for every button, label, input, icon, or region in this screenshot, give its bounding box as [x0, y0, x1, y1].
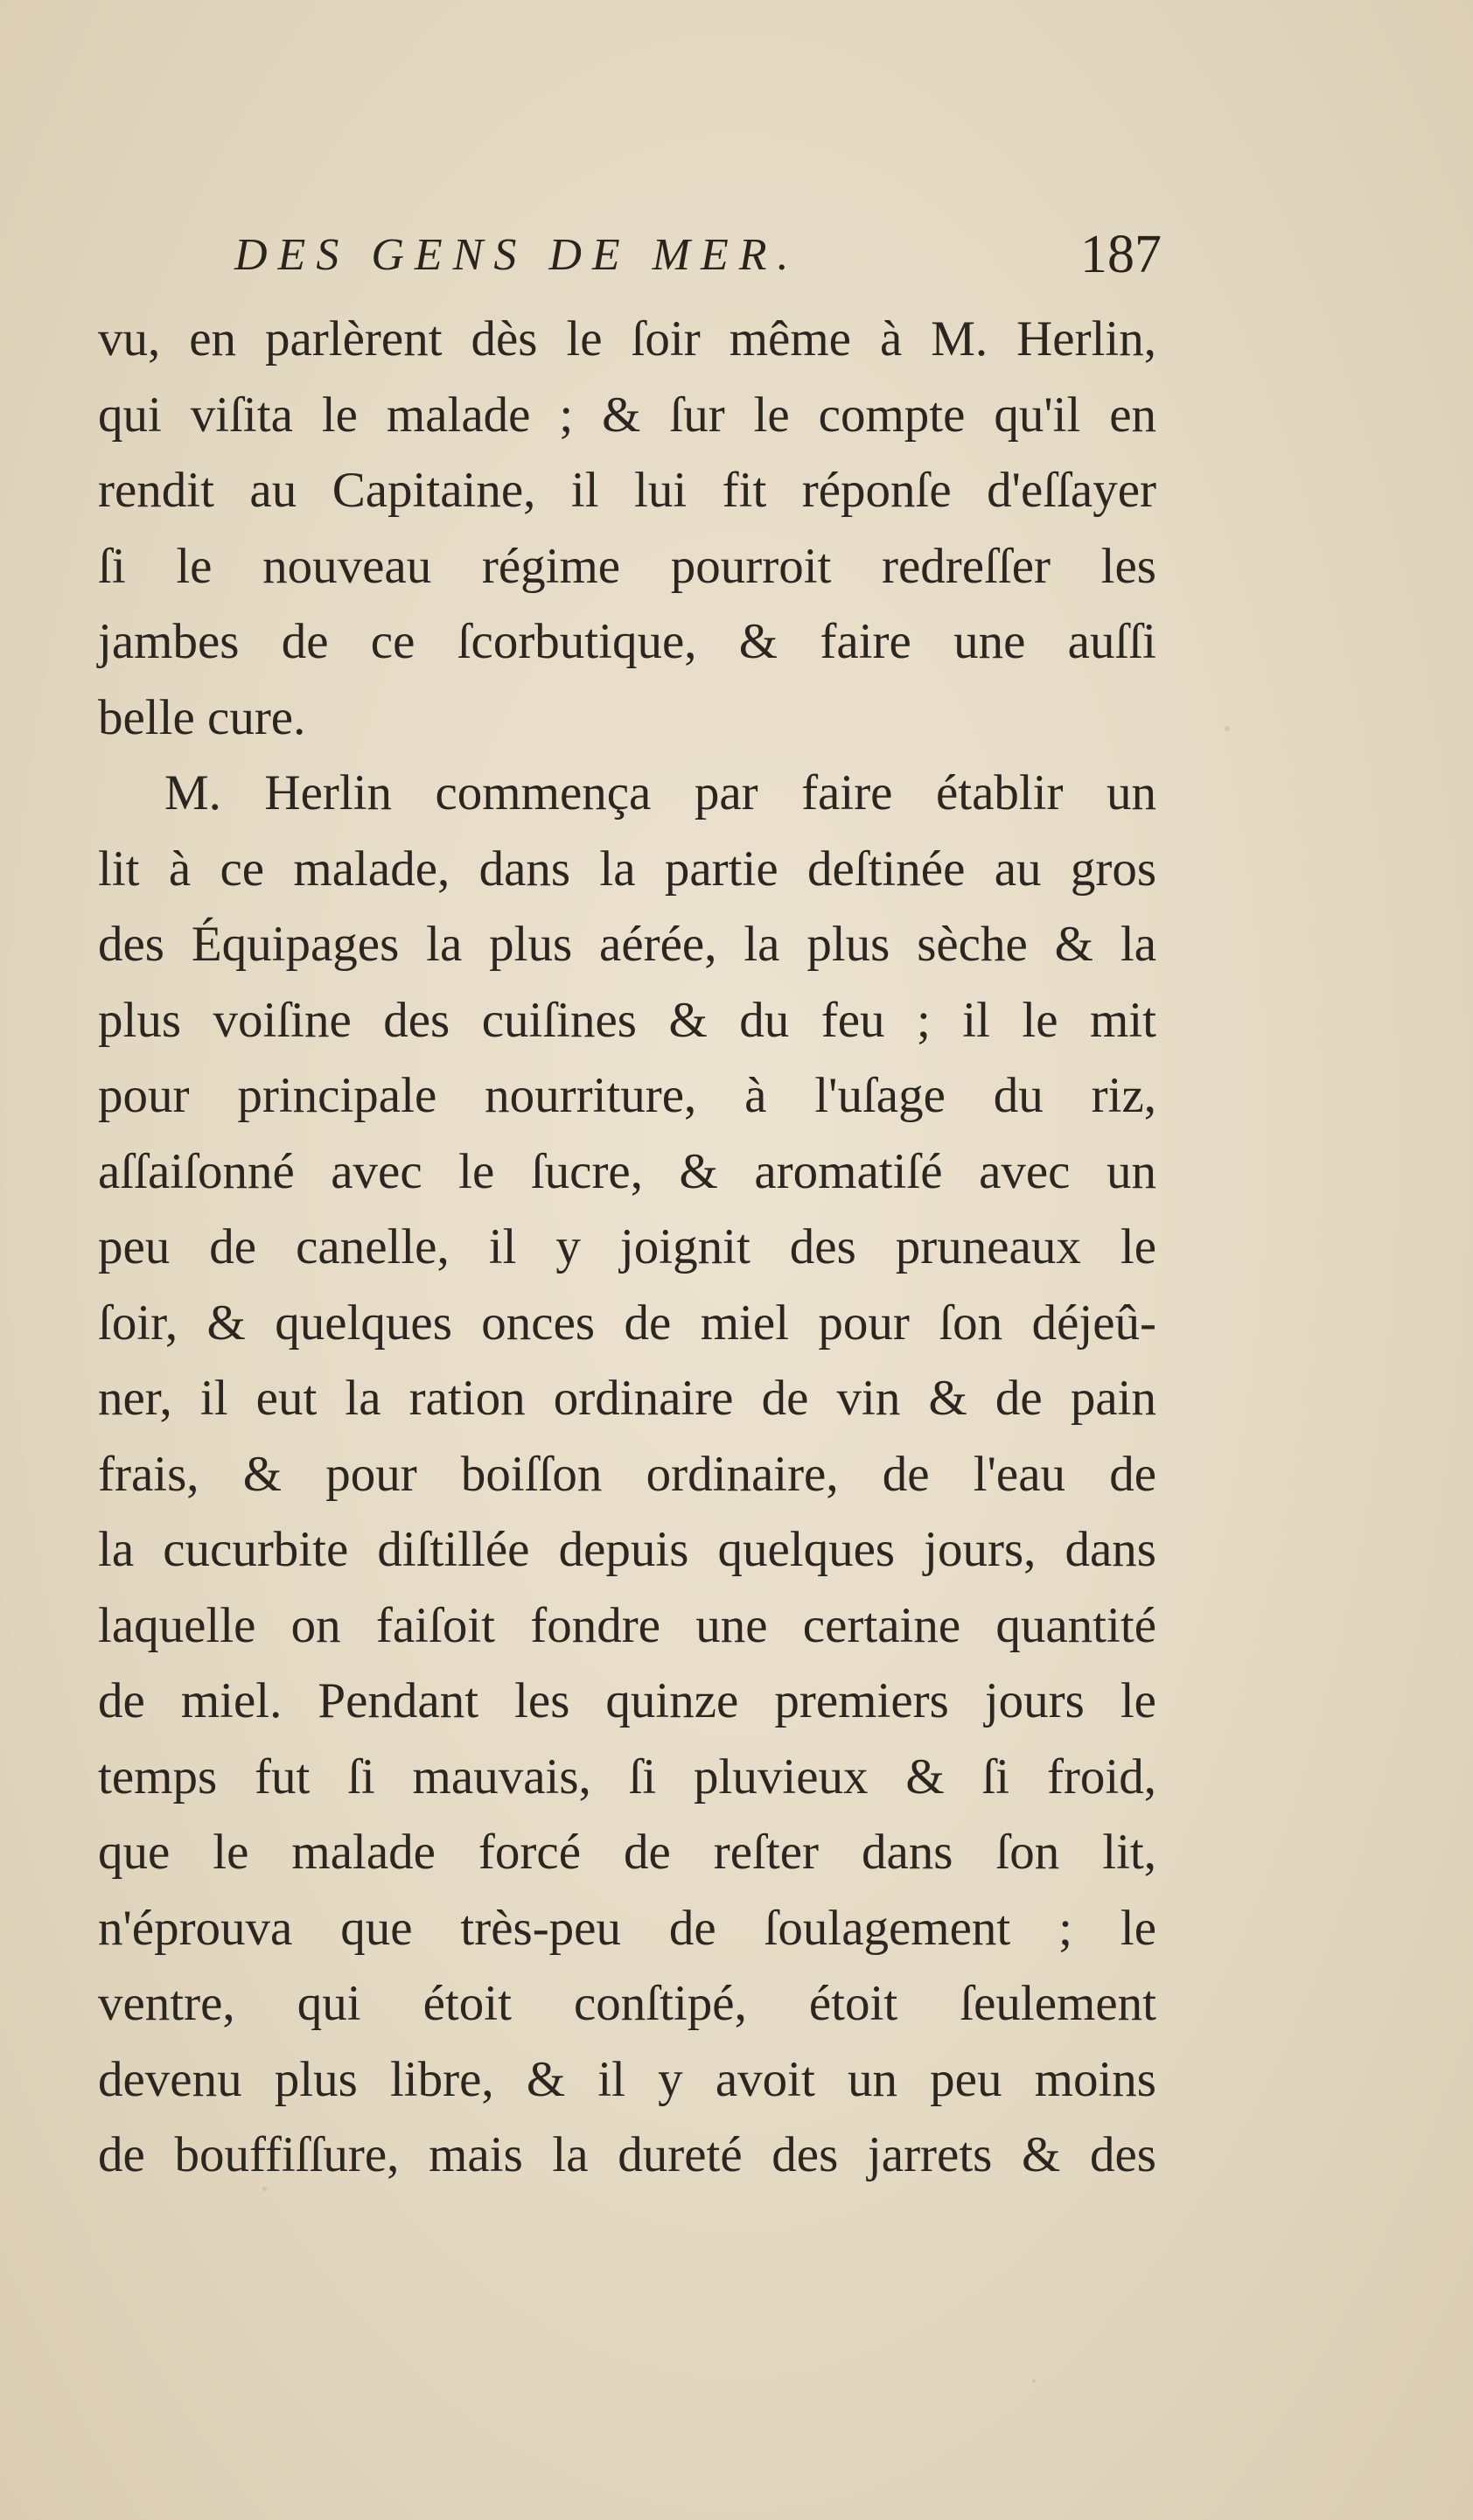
running-head: DES GENS DE MER.	[234, 230, 799, 280]
page-number: 187	[1080, 225, 1162, 284]
paragraph-start-line: M. Herlin commença par faire établir un	[164, 765, 1156, 820]
text-line: rendit au Capitaine, il lui fit réponſe d'eſſayer	[98, 463, 1156, 518]
text-line: de miel. Pendant les quinze premiers jours le	[98, 1673, 1156, 1728]
text-line: frais, & pour boiſſon ordinaire, de l'eau de	[98, 1446, 1156, 1502]
paper-spot	[1225, 726, 1230, 731]
page-header	[234, 225, 1162, 299]
text-line: jambes de ce ſcorbutique, & faire une auſſi	[98, 614, 1156, 669]
text-line: belle cure.	[98, 689, 306, 745]
text-line: de bouffiſſure, mais la dureté des jarrets & des	[98, 2127, 1156, 2182]
text-line: laquelle on faiſoit fondre une certaine quantité	[98, 1597, 1156, 1653]
text-line: ſi le nouveau régime pourroit redreſſer les	[98, 538, 1156, 594]
paper-spot	[1032, 2379, 1036, 2383]
text-line: qui viſita le malade ; & ſur le compte qu'il en	[98, 387, 1156, 443]
text-line: temps fut ſi mauvais, ſi pluvieux & ſi froid,	[98, 1749, 1156, 1804]
text-line: des Équipages la plus aérée, la plus sèche & la	[98, 917, 1156, 972]
text-line: devenu plus libre, & il y avoit un peu moins	[98, 2051, 1156, 2107]
text-line: ventre, qui étoit conſtipé, étoit ſeulement	[98, 1976, 1156, 2031]
text-line: ner, il eut la ration ordinaire de vin & de pain	[98, 1371, 1156, 1426]
text-line: ſoir, & quelques onces de miel pour ſon déjeû-	[98, 1295, 1156, 1351]
text-line: peu de canelle, il y joignit des pruneaux le	[98, 1219, 1156, 1274]
body-text	[98, 302, 1156, 2194]
text-line: vu, en parlèrent dès le ſoir même à M. Herlin,	[98, 311, 1156, 366]
text-line: aſſaiſonné avec le ſucre, & aromatiſé avec un	[98, 1143, 1156, 1199]
text-line: lit à ce malade, dans la partie deſtinée au gros	[98, 841, 1156, 897]
text-line: plus voiſine des cuiſines & du feu ; il le mit	[98, 992, 1156, 1048]
text-line: n'éprouva que très-peu de ſoulagement ; le	[98, 1900, 1156, 1956]
text-line: pour principale nourriture, à l'uſage du riz,	[98, 1068, 1156, 1123]
text-line: que le malade forcé de reſter dans ſon lit,	[98, 1825, 1156, 1880]
text-line: la cucurbite diſtillée depuis quelques jours, dans	[98, 1522, 1156, 1577]
